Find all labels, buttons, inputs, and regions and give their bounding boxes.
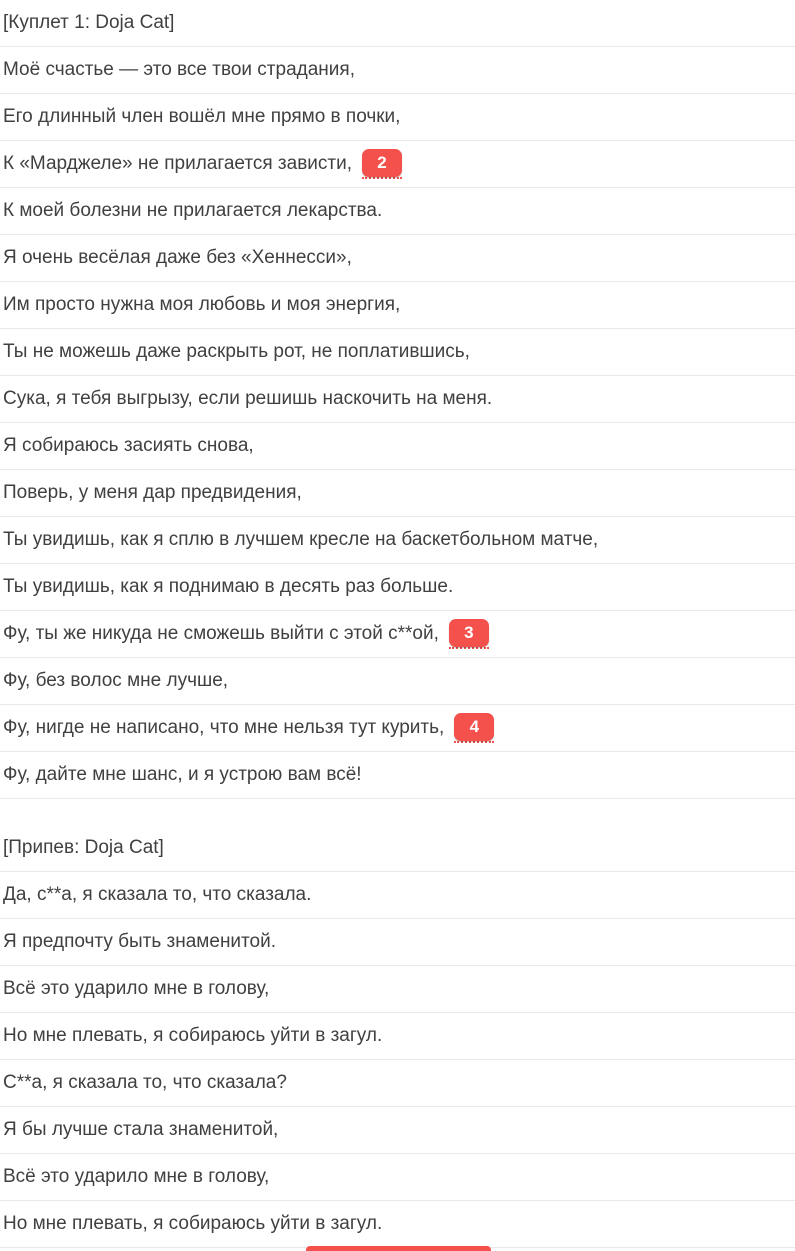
lyric-line [0,1013,795,1060]
annotation-badge-underline [362,149,402,179]
lyric-line-text: Ты не можешь даже раскрыть рот, не поплатившись, [3,341,470,362]
annotation-badge[interactable]: 2 [362,149,402,177]
lyric-line [0,611,795,658]
lyric-line [0,1060,795,1107]
lyric-line [0,517,795,564]
lyric-line [0,329,795,376]
lyric-line-text: Ты увидишь, как я поднимаю в десять раз больше. [3,576,454,597]
lyric-line-text: Его длинный член вошёл мне прямо в почки, [3,106,401,127]
lyric-line [0,564,795,611]
lyric-line-text: Сука, я тебя выгрызу, если решишь наскочить на меня. [3,388,493,409]
lyric-line-text: Фу, без волос мне лучше, [3,670,229,691]
lyric-line-text: Фу, дайте мне шанс, и я устрою вам всё! [3,764,362,785]
lyric-line-text: Всё это ударило мне в голову, [3,1166,270,1187]
lyric-line-text: Я очень весёлая даже без «Хеннесси», [3,247,352,268]
section-header: [Припев: Doja Cat] [0,825,795,872]
lyric-line [0,705,795,752]
lyrics-section [0,825,795,1248]
lyric-line [0,752,795,799]
lyric-line-text: Но мне плевать, я собираюсь уйти в загул. [3,1025,383,1046]
lyric-line-text: Всё это ударило мне в голову, [3,978,270,999]
lyric-line-text: Ты увидишь, как я сплю в лучшем кресле на баскетбольном матче, [3,529,599,550]
lyric-line-text: Но мне плевать, я собираюсь уйти в загул. [3,1213,383,1234]
lyric-line-text: Я бы лучше стала знаменитой, [3,1119,279,1140]
lyric-line [0,872,795,919]
lyric-line [0,141,795,188]
lyric-line-text: Фу, нигде не написано, что мне нельзя тут курить, [3,717,445,738]
lyric-line-text: С**а, я сказала то, что сказала? [3,1072,287,1093]
lyric-line [0,658,795,705]
lyric-line-text: Моё счастье — это все твои страдания, [3,59,355,80]
lyric-line [0,1201,795,1248]
lyric-line-text: Им просто нужна моя любовь и моя энергия, [3,294,401,315]
lyric-line-text: Фу, ты же никуда не сможешь выйти с этой с**ой, [3,623,439,644]
lyric-line [0,470,795,517]
lyric-line [0,1107,795,1154]
annotation-badge[interactable]: 3 [449,619,489,647]
annotation-badge-underline [454,713,494,743]
lyric-line [0,376,795,423]
lyric-line-text: Я предпочту быть знаменитой. [3,931,276,952]
lyric-line [0,47,795,94]
lyric-line [0,919,795,966]
lyric-line [0,423,795,470]
lyric-line-text: К «Марджеле» не прилагается зависти, [3,153,352,174]
lyric-line-text: Поверь, у меня дар предвидения, [3,482,302,503]
lyric-line [0,235,795,282]
lyric-line [0,94,795,141]
lyric-line [0,966,795,1013]
annotation-badge-underline [449,619,489,649]
lyric-line-text: Да, с**а, я сказала то, что сказала. [3,884,312,905]
lyric-line [0,282,795,329]
lyric-line [0,188,795,235]
lyric-line [0,1154,795,1201]
lyric-line-text: Я собираюсь засиять снова, [3,435,254,456]
lyric-line-text: К моей болезни не прилагается лекарства. [3,200,383,221]
section-header: [Куплет 1: Doja Cat] [0,0,795,47]
annotation-badge[interactable]: 4 [454,713,494,741]
cutoff-red-button[interactable] [306,1246,491,1251]
